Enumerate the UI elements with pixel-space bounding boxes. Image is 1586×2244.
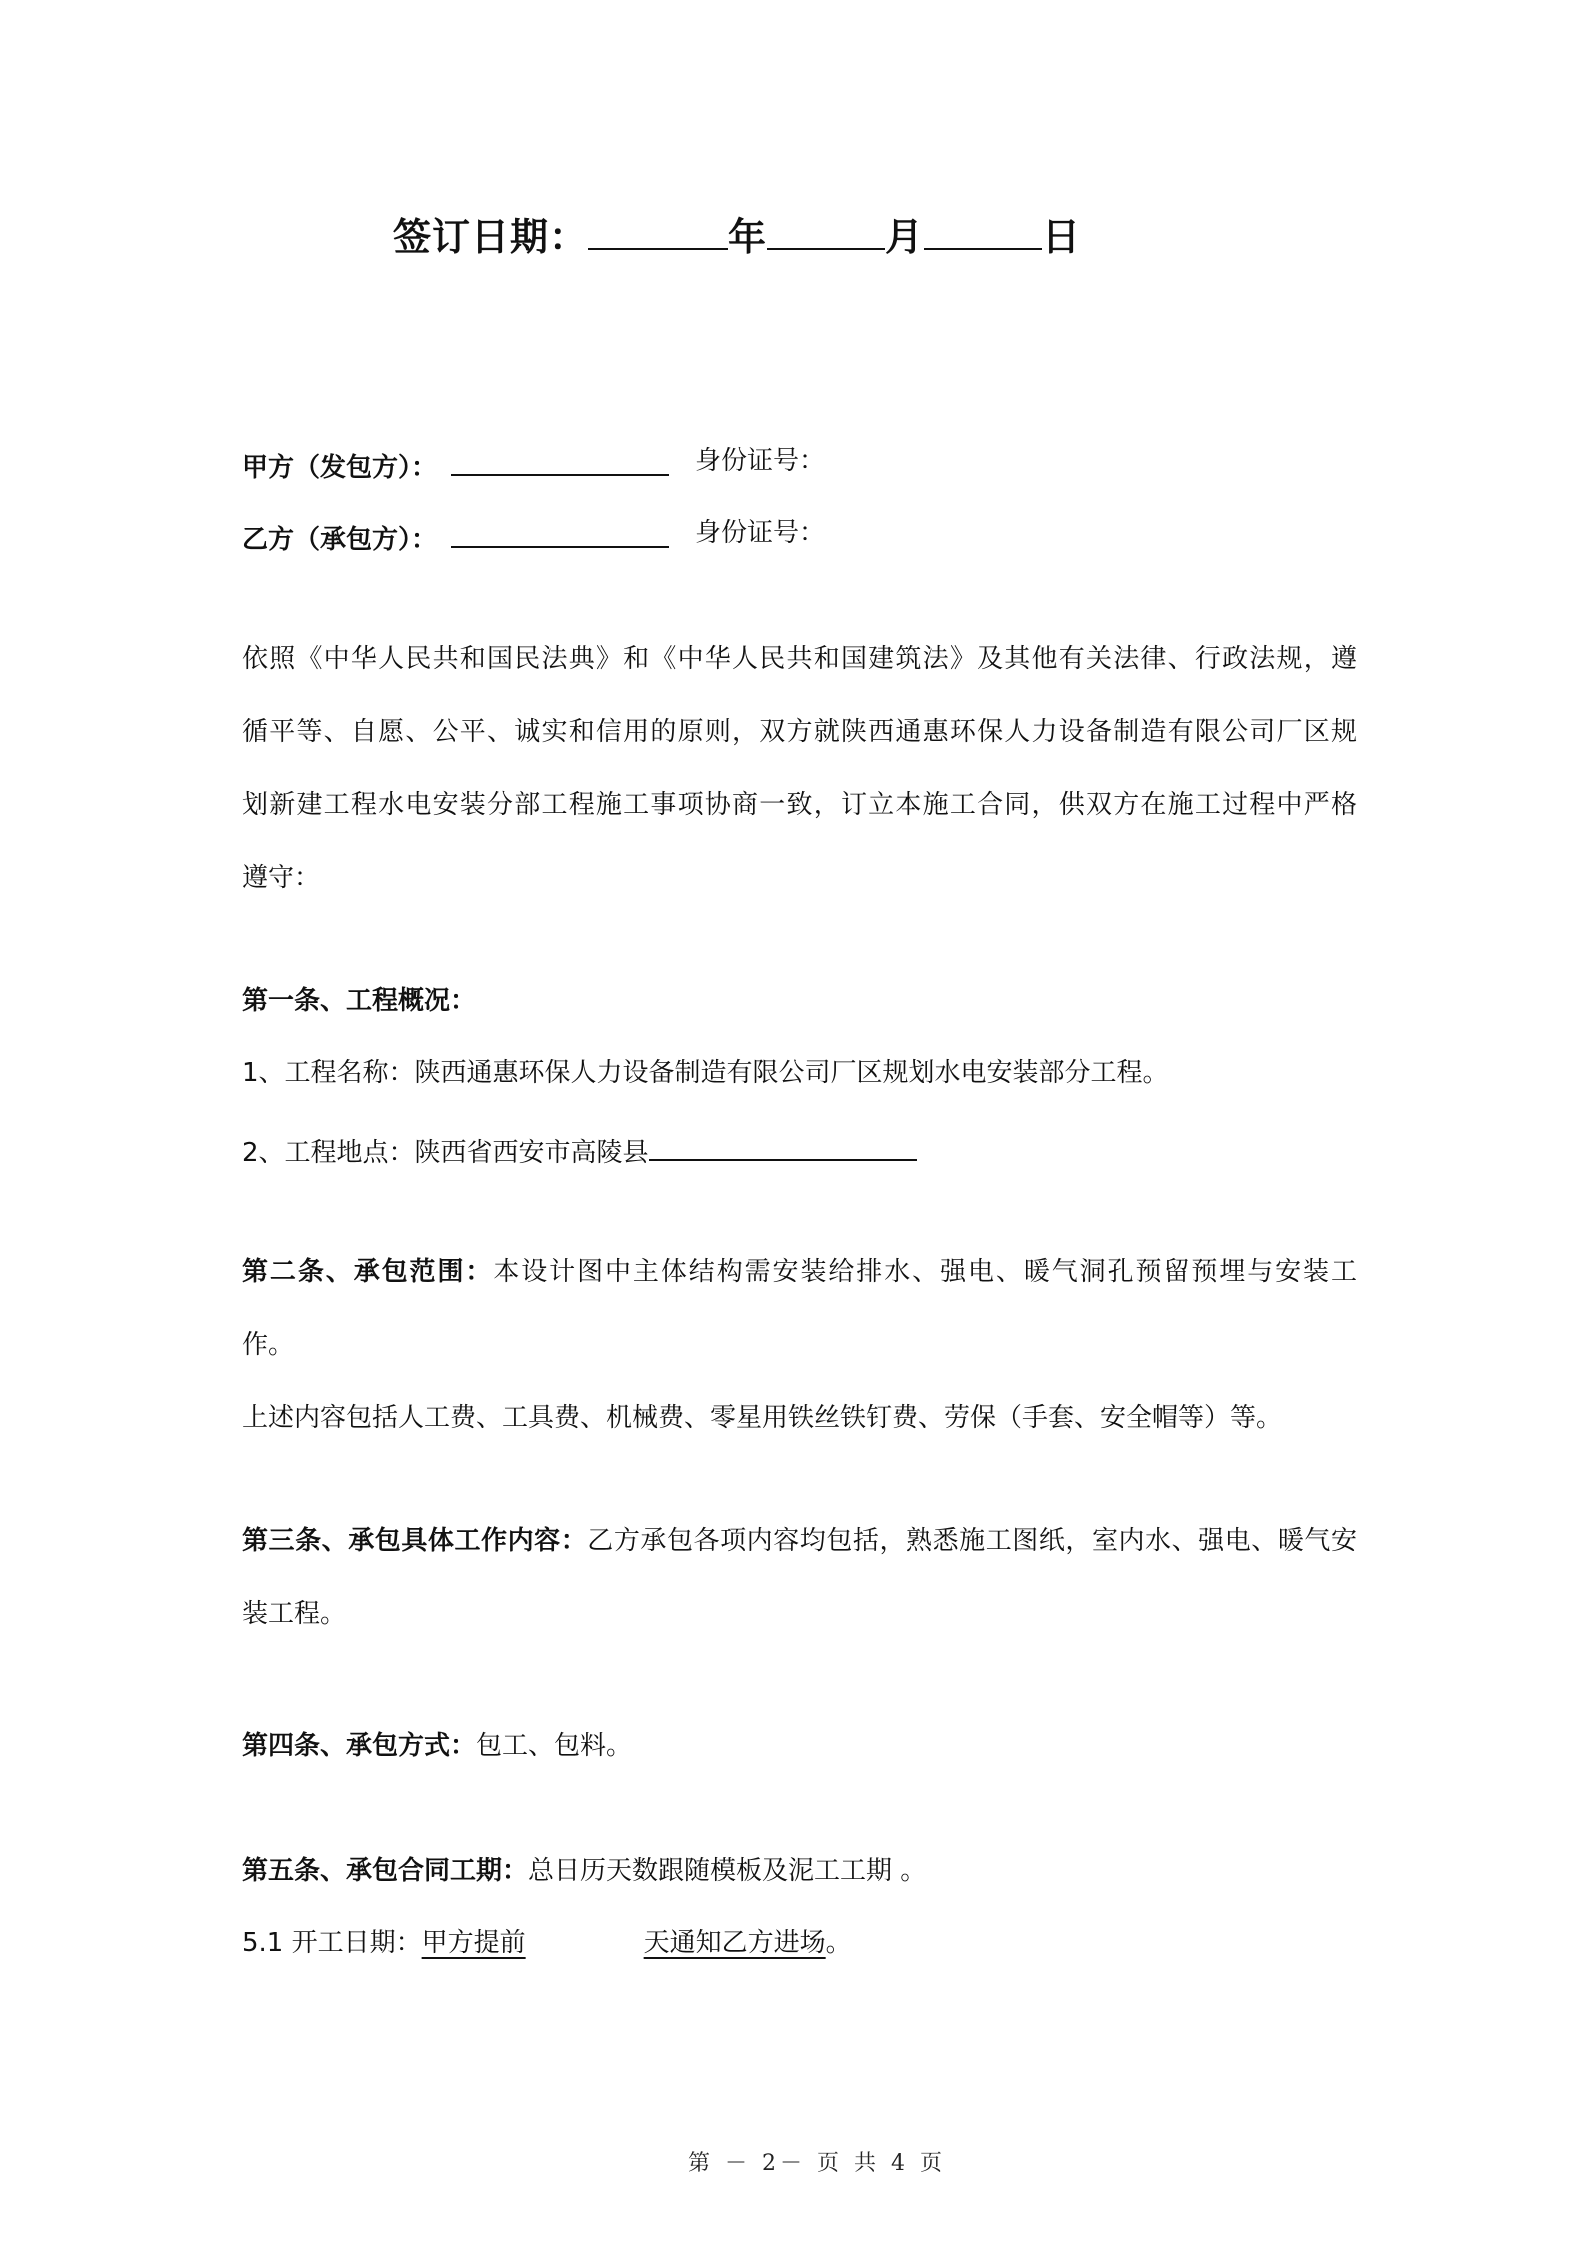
article-2-heading: 第二条、承包范围： — [242, 1257, 494, 1287]
article-3-line-2: 装工程。 — [242, 1599, 347, 1629]
month-blank — [767, 210, 885, 250]
year-blank — [588, 210, 728, 250]
preamble-line: 遵守： — [242, 863, 321, 893]
article-4-text: 包工、包料。 — [476, 1731, 633, 1761]
article-4-heading: 第四条、承包方式： — [242, 1731, 477, 1761]
article-5-heading: 第五条、承包合同工期： — [242, 1856, 529, 1886]
article-5-text: 总日历天数跟随模板及泥工工期 。 — [528, 1856, 927, 1886]
preamble — [242, 623, 1357, 915]
location-blank — [649, 1133, 917, 1161]
article-3-text: 乙方承包各项内容均包括，熟悉施工图纸，室内水、强电、暖气安 — [587, 1526, 1357, 1556]
month-label: 月 — [885, 215, 925, 259]
party-b-id-label: 身份证号： — [695, 518, 826, 548]
article-2-line-2: 作。 — [242, 1330, 295, 1360]
article-4 — [242, 1733, 632, 1759]
article-1-item-1: 1、工程名称：陕西通惠环保人力设备制造有限公司厂区规划水电安装部分工程。 — [242, 1058, 1169, 1088]
preamble-line: 划新建工程水电安装分部工程施工事项协商一致，订立本施工合同，供双方在施工过程中严格 — [242, 790, 1357, 820]
party-b-label: 乙方（承包方）： — [242, 525, 438, 555]
start-date-part-1: 甲方提前 — [421, 1928, 526, 1958]
party-b-line — [242, 520, 669, 553]
party-a-label: 甲方（发包方）： — [242, 453, 438, 483]
start-date-label: 5.1 开工日期： — [242, 1928, 422, 1958]
article-2-note: 上述内容包括人工费、工具费、机械费、零星用铁丝铁钉费、劳保（手套、安全帽等）等。 — [242, 1403, 1283, 1433]
preamble-line: 循平等、自愿、公平、诚实和信用的原则，双方就陕西通惠环保人力设备制造有限公司厂区规 — [242, 717, 1357, 747]
article-1-heading: 第一条、工程概况： — [242, 986, 477, 1016]
page-number: 第 － 2－ 页 共 4 页 — [688, 2151, 946, 2176]
signing-date-label: 签订日期： — [393, 215, 589, 259]
start-date-text — [422, 1928, 826, 1958]
party-a-line — [242, 448, 669, 481]
article-3-heading: 第三条、承包具体工作内容： — [242, 1526, 588, 1556]
article-1-item-2 — [242, 1133, 917, 1166]
article-2-text: 本设计图中主体结构需安装给排水、强电、暖气洞孔预留预埋与安装工 — [493, 1257, 1357, 1287]
party-b-blank — [451, 520, 669, 548]
start-date-part-2: 天通知乙方进场 — [643, 1928, 826, 1958]
day-label: 日 — [1042, 215, 1082, 259]
article-2-line-1 — [242, 1236, 1357, 1309]
article-5-1 — [242, 1930, 852, 1956]
article-5 — [242, 1858, 926, 1884]
article-3-line-1 — [242, 1505, 1357, 1578]
year-label: 年 — [728, 215, 768, 259]
article-3 — [242, 1505, 1357, 1651]
party-a-id-label: 身份证号： — [695, 446, 826, 476]
day-blank — [924, 210, 1042, 250]
party-a-blank — [451, 448, 669, 476]
signing-date-line — [393, 206, 1081, 261]
start-date-end: 。 — [825, 1928, 852, 1958]
preamble-line: 依照《中华人民共和国民法典》和《中华人民共和国建筑法》及其他有关法律、行政法规，遵 — [242, 644, 1357, 674]
project-location: 2、工程地点：陕西省西安市高陵县 — [242, 1138, 649, 1168]
article-2 — [242, 1236, 1357, 1455]
